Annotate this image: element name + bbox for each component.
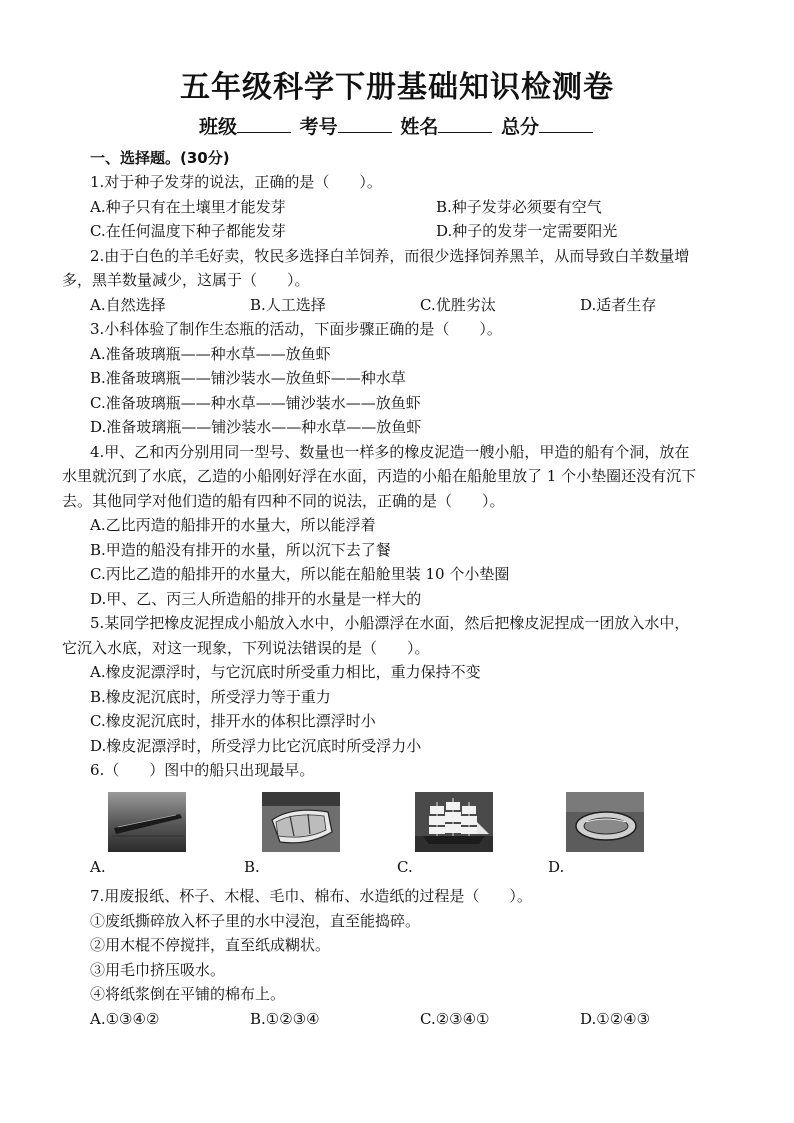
- q1-option-d: D.种子的发芽一定需要阳光: [436, 222, 618, 240]
- q5-option-a: A.橡皮泥漂浮时，与它沉底时所受重力相比，重力保持不变: [90, 663, 481, 681]
- class-blank[interactable]: [237, 114, 291, 133]
- exam-no-blank[interactable]: [338, 114, 392, 133]
- q7-option-b: B.①②③④: [250, 1010, 320, 1028]
- q6-option-b: B.: [244, 858, 260, 876]
- name-blank[interactable]: [438, 114, 492, 133]
- q5-option-b: B.橡皮泥沉底时，所受浮力等于重力: [90, 688, 331, 706]
- score-blank[interactable]: [539, 114, 593, 133]
- q5-option-c: C.橡皮泥沉底时，排开水的体积比漂浮时小: [90, 712, 376, 730]
- q2-option-b: B.人工选择: [250, 296, 326, 314]
- q7-option-a: A.①③④②: [90, 1010, 160, 1028]
- q7-step-3: ③用毛巾挤压吸水。: [90, 961, 226, 979]
- q4-option-d: D.甲、乙、丙三人所造船的排开的水量是一样大的: [90, 590, 422, 608]
- student-info-row: [0, 112, 794, 139]
- rowboat-image: [262, 792, 340, 852]
- q7-step-4: ④将纸浆倒在平铺的棉布上。: [90, 985, 286, 1003]
- inflatable-raft-image: [566, 792, 644, 852]
- q7-step-1: ①废纸撕碎放入杯子里的水中浸泡，直至能捣碎。: [90, 912, 421, 930]
- q3-stem: 3.小科体验了制作生态瓶的活动，下面步骤正确的是（ ）。: [90, 320, 502, 338]
- q3-option-b: B.准备玻璃瓶——铺沙装水—放鱼虾——种水草: [90, 369, 406, 387]
- q4-option-c: C.丙比乙造的船排开的水量大，所以能在船舱里装 10 个小垫圈: [90, 565, 510, 583]
- q7-stem: 7.用废报纸、杯子、木棍、毛巾、棉布、水造纸的过程是（ ）。: [90, 887, 532, 905]
- q1-option-b: B.种子发芽必须要有空气: [436, 198, 602, 216]
- q5-stem-line1: 5.某同学把橡皮泥捏成小船放入水中，小船漂浮在水面，然后把橡皮泥捏成一团放入水中，: [90, 614, 690, 632]
- q6-stem: 6.（ ）图中的船只出现最早。: [90, 761, 315, 779]
- q5-option-d: D.橡皮泥漂浮时，所受浮力比它沉底时所受浮力小: [90, 737, 422, 755]
- name-label: 姓名: [400, 116, 439, 138]
- q6-option-d: D.: [548, 858, 565, 876]
- class-label: 班级: [199, 116, 238, 138]
- q4-option-a: A.乙比丙造的船排开的水量大，所以能浮着: [90, 516, 376, 534]
- q5-stem-line2: 它沉入水底，对这一现象，下列说法错误的是（ ）。: [62, 639, 430, 657]
- q2-option-d: D.适者生存: [580, 296, 657, 314]
- score-label: 总分: [500, 116, 539, 138]
- q2-option-c: C.优胜劣汰: [420, 296, 496, 314]
- q1-option-c: C.在任何温度下种子都能发芽: [90, 222, 286, 240]
- page-title: 五年级科学下册基础知识检测卷: [180, 70, 614, 105]
- q2-stem-line1: 2.由于白色的羊毛好卖，牧民多选择白羊饲养，而很少选择饲养黑羊，从而导致白羊数量增: [90, 247, 690, 265]
- q3-option-a: A.准备玻璃瓶——种水草——放鱼虾: [90, 345, 331, 363]
- q3-option-c: C.准备玻璃瓶——种水草——铺沙装水——放鱼虾: [90, 394, 421, 412]
- q7-option-d: D.①②④③: [580, 1010, 651, 1028]
- exam-no-label: 考号: [299, 116, 338, 138]
- q7-step-2: ②用木棍不停搅拌，直至纸成糊状。: [90, 936, 331, 954]
- q4-stem-line1: 4.甲、乙和丙分别用同一型号、数量也一样多的橡皮泥造一艘小船，甲造的船有个洞，放在: [90, 443, 690, 461]
- q4-option-b: B.甲造的船没有排开的水量，所以沉下去了餐: [90, 541, 391, 559]
- q1-stem: 1.对于种子发芽的说法，正确的是（ ）。: [90, 173, 382, 191]
- q6-option-c: C.: [397, 858, 413, 876]
- q4-stem-line3: 去。其他同学对他们造的船有四种不同的说法，正确的是（ ）。: [62, 492, 505, 510]
- sailing-ship-image: [415, 792, 493, 852]
- q7-option-c: C.②③④①: [420, 1010, 490, 1028]
- q2-option-a: A.自然选择: [90, 296, 166, 314]
- q6-option-a: A.: [90, 858, 106, 876]
- dugout-canoe-image: [108, 792, 186, 852]
- q1-option-a: A.种子只有在土壤里才能发芽: [90, 198, 286, 216]
- q2-stem-line2: 多，黑羊数量减少，这属于（ ）。: [62, 271, 310, 289]
- q3-option-d: D.准备玻璃瓶——铺沙装水——种水草——放鱼虾: [90, 418, 422, 436]
- q4-stem-line2: 水里就沉到了水底，乙造的小船刚好浮在水面，丙造的小船在船舱里放了 1 个小垫圈还没有沉下: [62, 467, 697, 485]
- section-heading: 一、选择题。(30分): [90, 149, 230, 167]
